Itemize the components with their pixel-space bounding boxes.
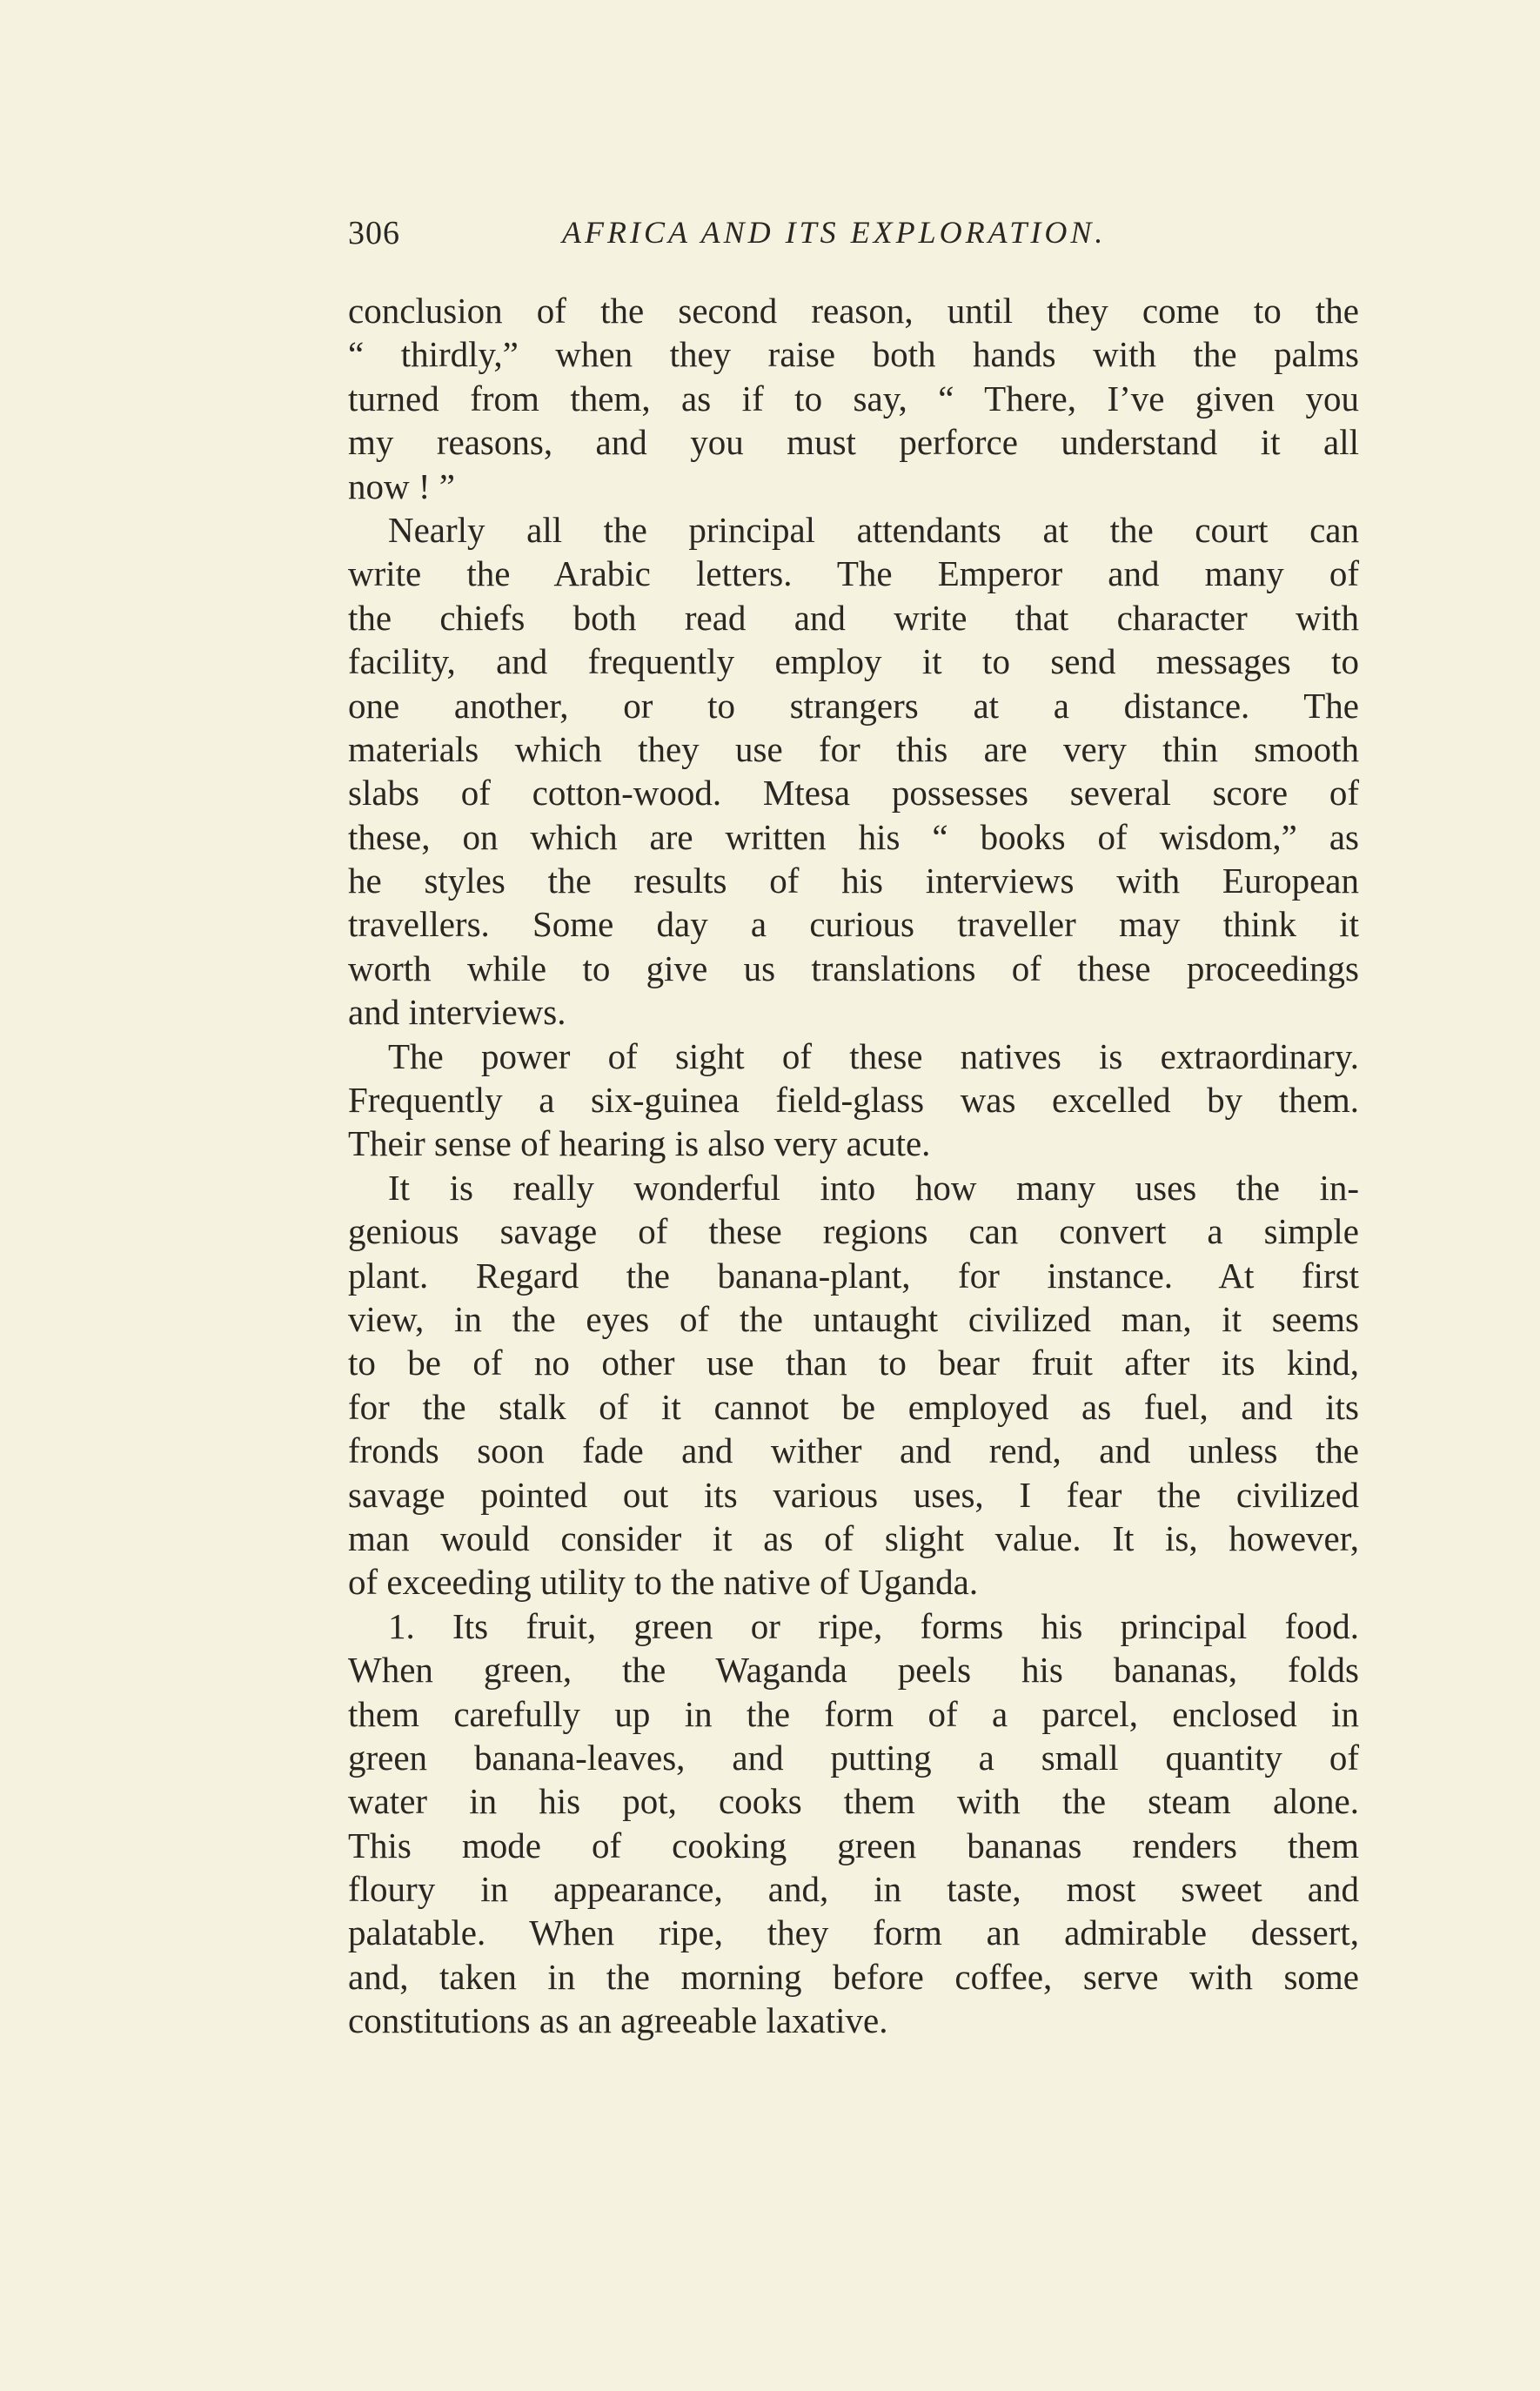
text-line: water in his pot, cooks them with the steam alone. xyxy=(348,1781,1359,1822)
text-line: now ! ” xyxy=(348,465,455,506)
page-number: 306 xyxy=(348,215,400,251)
text-line: them carefully up in the form of a parcel, enclosed in xyxy=(348,1693,1359,1734)
paragraph xyxy=(348,1604,1359,2043)
text-line: Their sense of hearing is also very acute. xyxy=(348,1123,931,1164)
text-line: to be of no other use than to bear fruit after its kind, xyxy=(348,1343,1359,1383)
text-line: turned from them, as if to say, “ There, I’ve given you xyxy=(348,378,1359,419)
text-line: This mode of cooking green bananas renders them xyxy=(348,1825,1359,1865)
text-line: The power of sight of these natives is extraordinary. xyxy=(388,1035,1359,1076)
text-line: fronds soon fade and wither and rend, and unless the xyxy=(348,1430,1359,1471)
paragraph xyxy=(348,1166,1359,1604)
paragraph xyxy=(348,289,1359,508)
text-line: green banana-leaves, and putting a small quantity of xyxy=(348,1737,1359,1778)
text-line: for the stalk of it cannot be employed as fuel, and its xyxy=(348,1386,1359,1427)
text-line: my reasons, and you must perforce understand it all xyxy=(348,422,1359,463)
running-title: AFRICA AND ITS EXPLORATION. xyxy=(562,215,1107,250)
text-line: travellers. Some day a curious traveller may think it xyxy=(348,904,1359,945)
text-line: man would consider it as of slight value. It is, however, xyxy=(348,1517,1359,1558)
text-line: worth while to give us translations of these proceedings xyxy=(348,948,1359,988)
text-line: floury in appearance, and, in taste, most sweet and xyxy=(348,1869,1359,1910)
page-header xyxy=(348,214,1344,266)
text-line: conclusion of the second reason, until they come to the xyxy=(348,291,1359,331)
text-line: It is really wonderful into how many uses the in- xyxy=(388,1167,1359,1208)
text-line: genious savage of these regions can convert a simple xyxy=(348,1211,1359,1252)
text-line: plant. Regard the banana-plant, for instance. At first xyxy=(348,1255,1359,1296)
text-line: 1. Its fruit, green or ripe, forms his principal food. xyxy=(388,1605,1359,1646)
text-line: and interviews. xyxy=(348,992,566,1033)
text-line: of exceeding utility to the native of Uganda. xyxy=(348,1562,979,1603)
text-line: Frequently a six-guinea field-glass was excelled by them. xyxy=(348,1080,1359,1121)
text-line: When green, the Waganda peels his bananas, folds xyxy=(348,1650,1359,1691)
text-line: constitutions as an agreeable laxative. xyxy=(348,2000,888,2041)
text-line: Nearly all the principal attendants at the court can xyxy=(388,509,1359,550)
text-line: materials which they use for this are very thin smooth xyxy=(348,728,1359,769)
text-line: one another, or to strangers at a distance. The xyxy=(348,685,1359,726)
text-line: these, on which are written his “ books of wisdom,” as xyxy=(348,816,1359,857)
paragraph xyxy=(348,1035,1359,1166)
text-line: view, in the eyes of the untaught civilized man, it seems xyxy=(348,1298,1359,1339)
text-line: palatable. When ripe, they form an admirable dessert, xyxy=(348,1912,1359,1953)
text-line: savage pointed out its various uses, I fear the civilized xyxy=(348,1474,1359,1515)
text-line: he styles the results of his interviews with European xyxy=(348,861,1359,901)
text-line: and, taken in the morning before coffee, serve with some xyxy=(348,1956,1359,1997)
text-line: “ thirdly,” when they raise both hands with the palms xyxy=(348,334,1359,375)
text-line: slabs of cotton-wood. Mtesa possesses several score of xyxy=(348,773,1359,814)
text-line: write the Arabic letters. The Emperor and many of xyxy=(348,553,1359,594)
body-text xyxy=(348,289,1359,2043)
text-line: facility, and frequently employ it to send messages to xyxy=(348,641,1359,682)
paragraph xyxy=(348,508,1359,1035)
text-line: the chiefs both read and write that character with xyxy=(348,597,1359,638)
